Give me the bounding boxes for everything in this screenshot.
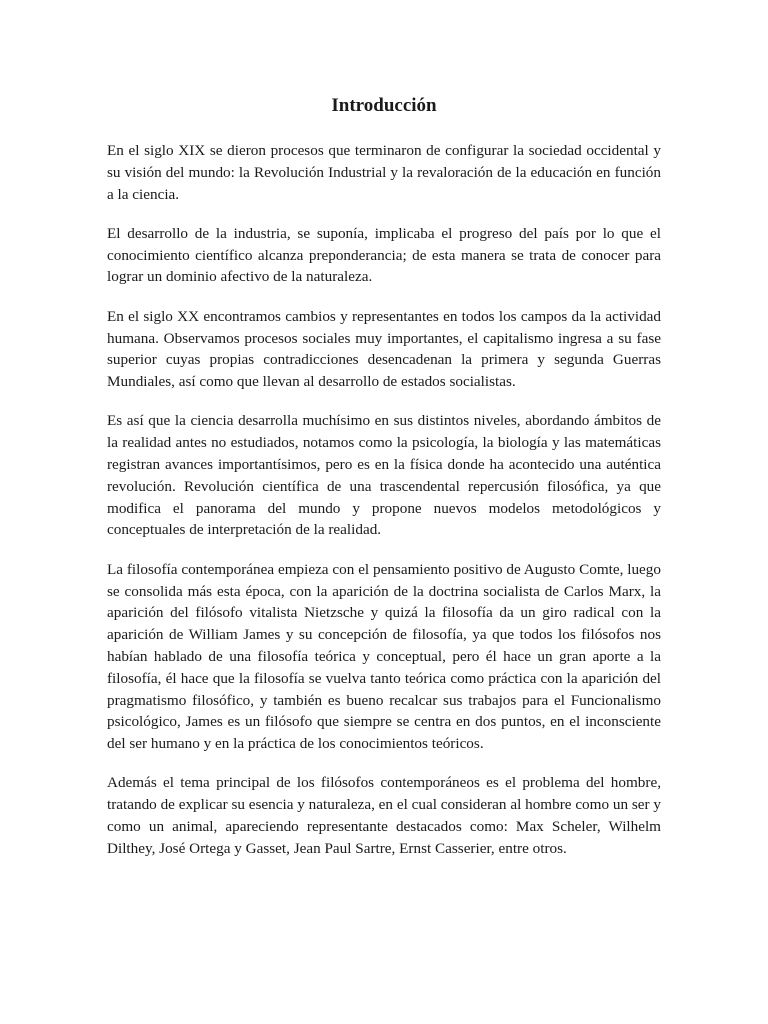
paragraph-2: El desarrollo de la industria, se suponía, implicaba el progreso del país por lo que el conocimiento científico alcanza preponderancia; de esta manera se trata de conocer para lograr un dominio afectivo de la naturaleza. [107, 224, 661, 286]
document-body [107, 140, 661, 877]
paragraph-3: En el siglo XX encontramos cambios y representantes en todos los campos da la actividad humana. Observamos procesos sociales muy importantes, el capitalismo ingresa a su fase superior cuyas propias contradicciones desencadenan la primera y segunda Guerras Mundiales, así como que llevan al desarrollo de estados socialistas. [107, 307, 661, 391]
paragraph-1: En el siglo XIX se dieron procesos que terminaron de configurar la sociedad occidental y su visión del mundo: la Revolución Industrial y la revaloración de la educación en función a la ciencia. [107, 142, 661, 203]
paragraph-5: La filosofía contemporánea empieza con el pensamiento positivo de Augusto Comte, luego se consolida más esta época, con la aparición de la doctrina socialista de Carlos Marx, la aparición del filósofo vitalista Nietzsche y quizá la filosofía da un giro radical con la aparición de William James y su concepción de filosofía, ya que todos los filósofos nos habían hablado de una filosofía teórica y conceptual, pero él hace un gran aporte a la filosofía, él hace que la filosofía se vuelva tanto teórica como práctica con la aparición del pragmatismo filosófico, y también es bueno recalcar sus trabajos para el Funcionalismo psicológico, James es un filósofo que siempre se centra en dos puntos, en el inconsciente del ser humano y en la práctica de los conocimientos teóricos. [107, 560, 661, 753]
paragraph-4: Es así que la ciencia desarrolla muchísimo en sus distintos niveles, abordando ámbitos de la realidad antes no estudiados, notamos como la psicología, la biología y las matemáticas registran avances importantísimos, pero es en la física donde ha acontecido una auténtica revolución. Revolución científica de una trascendental repercusión filosófica, ya que modifica el panorama del mundo y propone nuevos modelos metodológicos y conceptuales de interpretación de la realidad. [107, 412, 661, 539]
paragraph-6: Además el tema principal de los filósofos contemporáneos es el problema del hombre, tratando de explicar su esencia y naturaleza, en el cual consideran al hombre como un ser y como un animal, apareciendo representante destacados como: Max Scheler, Wilhelm Dilthey, José Ortega y Gasset, Jean Paul Sartre, Ernst Casserier, entre otros. [107, 774, 661, 857]
page-title: Introducción [331, 95, 437, 116]
